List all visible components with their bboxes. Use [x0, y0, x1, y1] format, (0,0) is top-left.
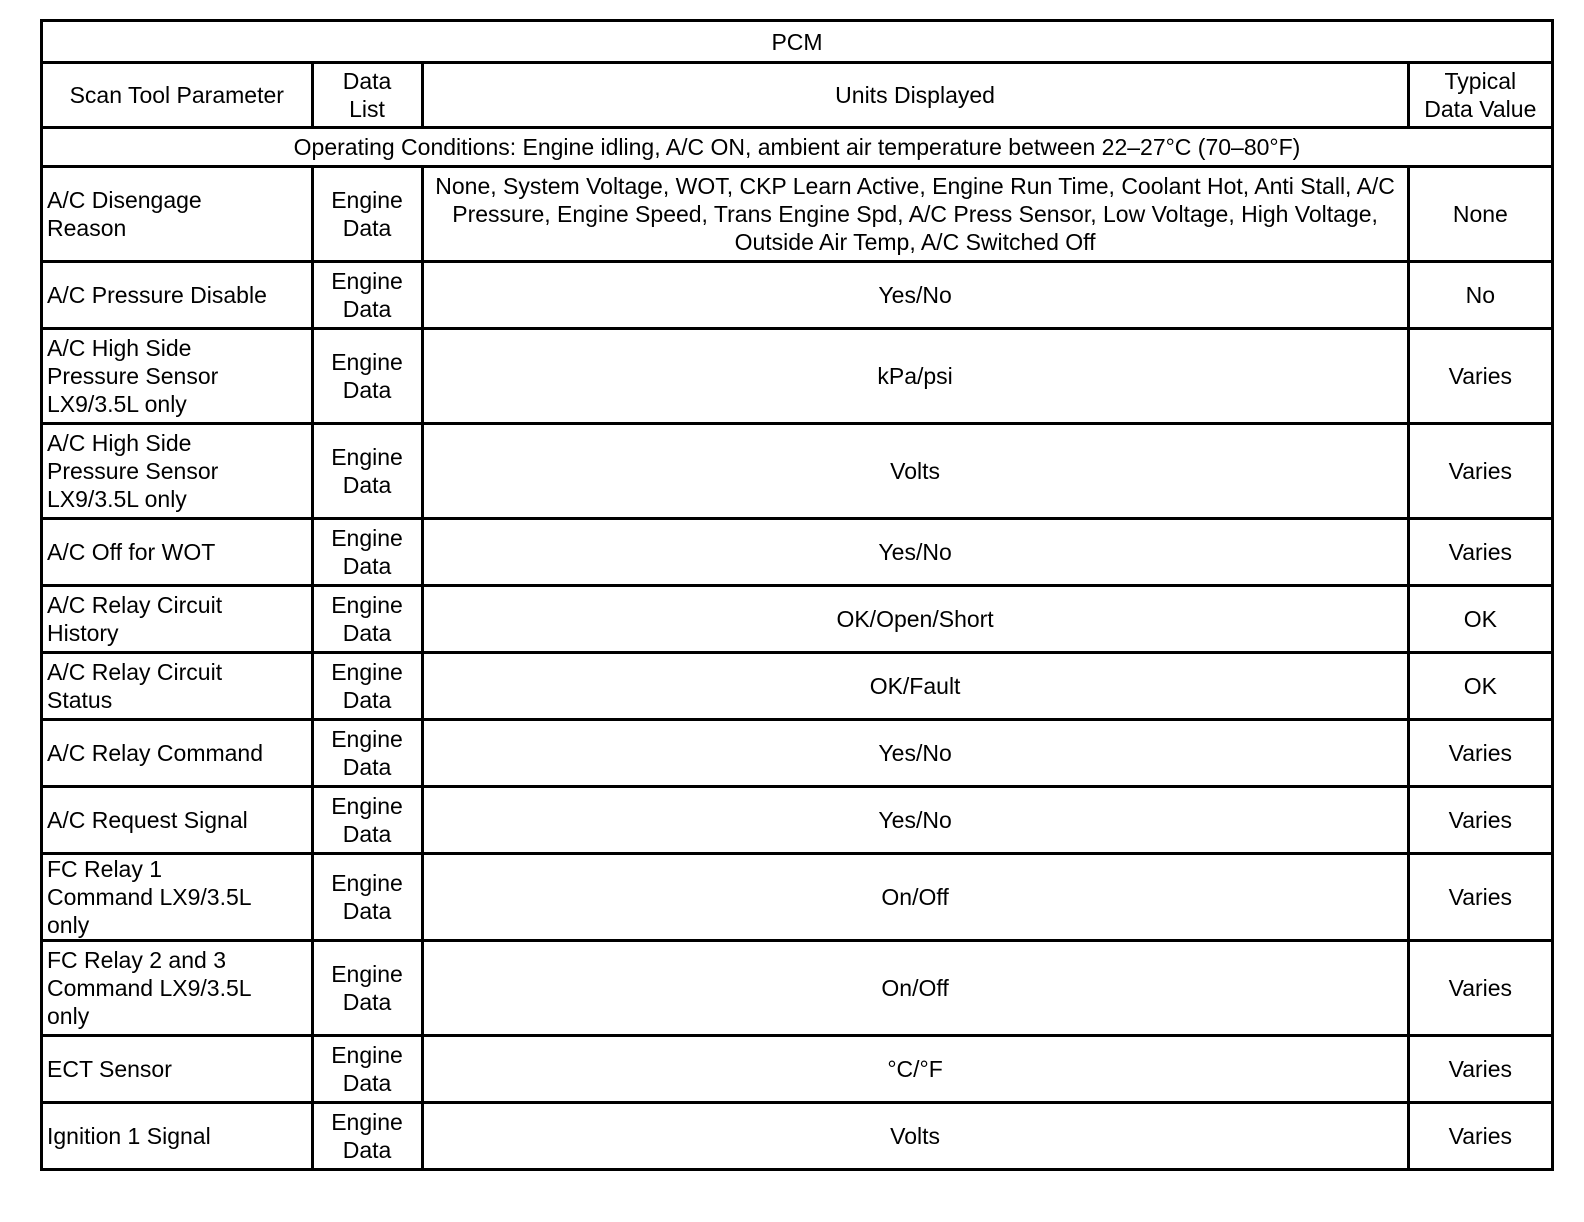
table-row: [42, 941, 1553, 1036]
table-row: [42, 720, 1553, 787]
units-cell: Yes/No: [422, 519, 1408, 586]
data-list-cell: Engine Data: [312, 586, 422, 653]
header-scan-tool-parameter: Scan Tool Parameter: [42, 63, 313, 128]
typical-value-cell: Varies: [1408, 720, 1552, 787]
data-list-cell: Engine Data: [312, 329, 422, 424]
header-data-list: [312, 63, 422, 128]
units-cell: Yes/No: [422, 787, 1408, 854]
param-cell: ECT Sensor: [42, 1036, 313, 1103]
typical-value-cell: Varies: [1408, 1103, 1552, 1170]
table-row: [42, 167, 1553, 262]
param-cell: A/C Relay Command: [42, 720, 313, 787]
param-cell: Ignition 1 Signal: [42, 1103, 313, 1170]
data-list-cell: Engine Data: [312, 787, 422, 854]
param-cell: A/C Pressure Disable: [42, 262, 313, 329]
data-list-cell: Engine Data: [312, 941, 422, 1036]
param-cell: A/C Off for WOT: [42, 519, 313, 586]
table-row: [42, 424, 1553, 519]
data-list-cell: Engine Data: [312, 854, 422, 941]
data-list-cell: Engine Data: [312, 653, 422, 720]
units-cell: Yes/No: [422, 720, 1408, 787]
table-row: [42, 1103, 1553, 1170]
data-list-cell: Engine Data: [312, 167, 422, 262]
table-row: [42, 653, 1553, 720]
header-units-displayed: Units Displayed: [422, 63, 1408, 128]
data-list-cell: Engine Data: [312, 1036, 422, 1103]
header-typical-data-value: [1408, 63, 1552, 128]
data-list-cell: Engine Data: [312, 519, 422, 586]
units-cell: °C/°F: [422, 1036, 1408, 1103]
table-row: [42, 787, 1553, 854]
param-cell: A/C Request Signal: [42, 787, 313, 854]
table-body: [42, 167, 1553, 1170]
units-cell: kPa/psi: [422, 329, 1408, 424]
units-cell: Volts: [422, 424, 1408, 519]
typical-value-cell: Varies: [1408, 424, 1552, 519]
data-list-cell: Engine Data: [312, 424, 422, 519]
table-title: PCM: [42, 21, 1553, 63]
pcm-data-table: [40, 19, 1554, 1171]
table-row: [42, 329, 1553, 424]
operating-conditions-row: [42, 128, 1553, 167]
typical-value-cell: OK: [1408, 586, 1552, 653]
table-title-row: [42, 21, 1553, 63]
header-data-list-line2: List: [349, 96, 385, 122]
column-header-row: [42, 63, 1553, 128]
units-cell: None, System Voltage, WOT, CKP Learn Active, Engine Run Time, Coolant Hot, Anti Stall, A/C Pressure, Engine Speed, Trans Engine Spd, A/C Press Sensor, Low Voltage, High Voltage, Outside Air Temp, A/C Switched Off: [422, 167, 1408, 262]
units-cell: On/Off: [422, 941, 1408, 1036]
units-cell: Volts: [422, 1103, 1408, 1170]
table-row: [42, 1036, 1553, 1103]
typical-value-cell: Varies: [1408, 787, 1552, 854]
param-cell: A/C High Side Pressure Sensor LX9/3.5L only: [42, 329, 313, 424]
typical-value-cell: Varies: [1408, 1036, 1552, 1103]
typical-value-cell: None: [1408, 167, 1552, 262]
param-cell: A/C Relay Circuit History: [42, 586, 313, 653]
param-cell: FC Relay 2 and 3 Command LX9/3.5L only: [42, 941, 313, 1036]
header-typical-line1: Typical: [1444, 68, 1517, 94]
table-row: [42, 262, 1553, 329]
param-cell: A/C High Side Pressure Sensor LX9/3.5L only: [42, 424, 313, 519]
data-list-cell: Engine Data: [312, 720, 422, 787]
units-cell: OK/Open/Short: [422, 586, 1408, 653]
header-typical-line2: Data Value: [1424, 96, 1537, 122]
typical-value-cell: OK: [1408, 653, 1552, 720]
units-cell: On/Off: [422, 854, 1408, 941]
typical-value-cell: Varies: [1408, 519, 1552, 586]
typical-value-cell: Varies: [1408, 854, 1552, 941]
header-data-list-line1: Data: [342, 68, 392, 94]
param-cell: A/C Relay Circuit Status: [42, 653, 313, 720]
table-row: [42, 519, 1553, 586]
typical-value-cell: No: [1408, 262, 1552, 329]
table-row: [42, 586, 1553, 653]
operating-conditions: Operating Conditions: Engine idling, A/C ON, ambient air temperature between 22–27°C (70–80°F): [42, 128, 1553, 167]
param-cell: FC Relay 1 Command LX9/3.5L only: [42, 854, 313, 941]
param-cell: A/C Disengage Reason: [42, 167, 313, 262]
typical-value-cell: Varies: [1408, 329, 1552, 424]
units-cell: Yes/No: [422, 262, 1408, 329]
typical-value-cell: Varies: [1408, 941, 1552, 1036]
data-list-cell: Engine Data: [312, 1103, 422, 1170]
units-cell: OK/Fault: [422, 653, 1408, 720]
data-list-cell: Engine Data: [312, 262, 422, 329]
table-row: [42, 854, 1553, 941]
